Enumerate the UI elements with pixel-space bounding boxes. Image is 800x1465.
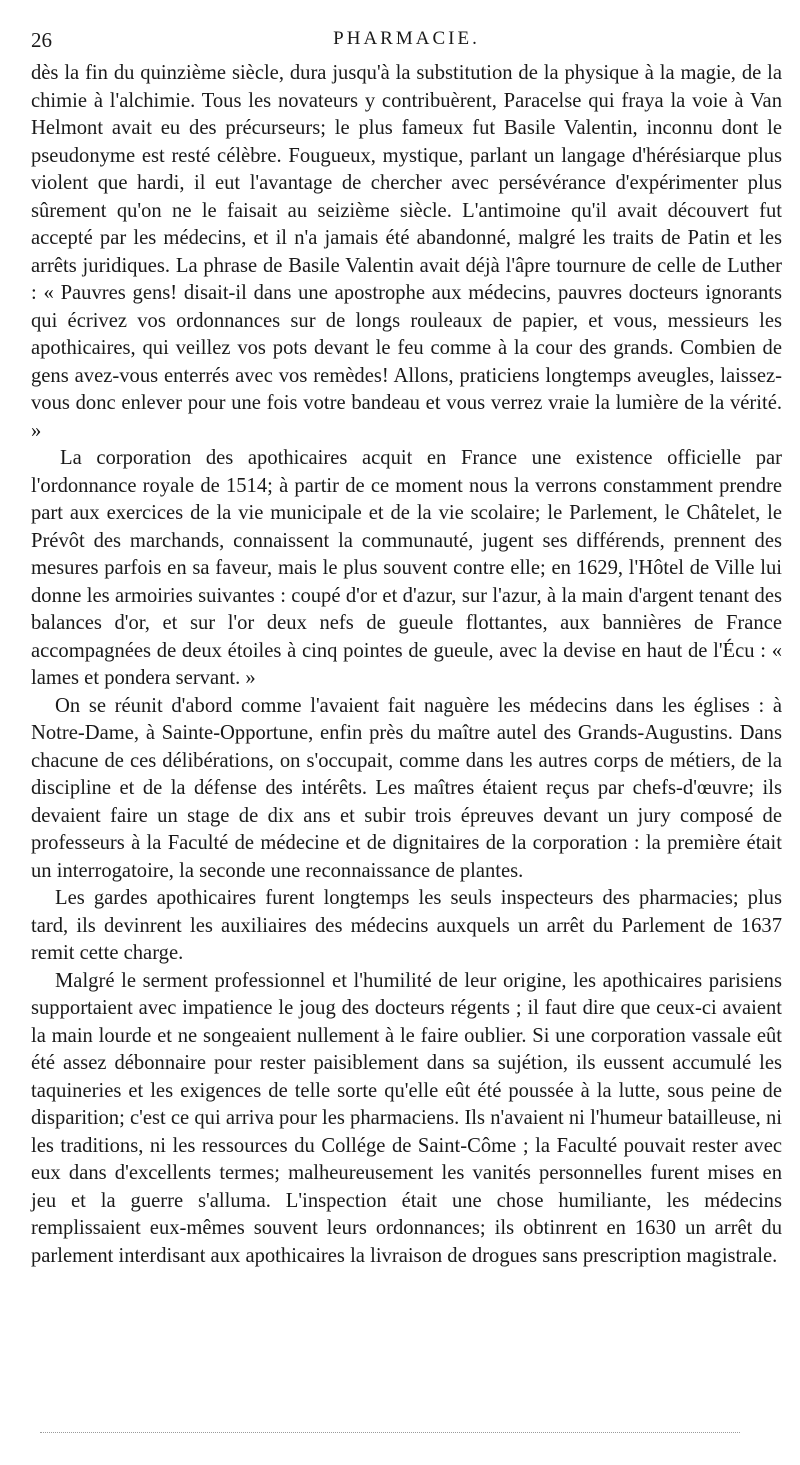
- paragraph-continuation: dès la fin du quinzième siècle, dura jusqu'à la substitution de la physique à la magie, de la chimie à l'alchimie. Tous les novateurs y contribuèrent, Paracelse qui fraya la voie à Van Helmont avait eu des précurseurs; le plus fameux fut Basile Valentin, inconnu dont le pseudonyme est resté célèbre. Fougueux, mystique, parlant un langage d'hérésiarque plus violent que hardi, il eut l'avantage de chercher avec persévérance d'expérimenter plus sûrement qu'on ne le faisait au seizième siècle. L'antimoine qu'il avait découvert fut accepté par les médecins, et il n'a jamais été abandonné, malgré les traits de Patin et les arrêts juridiques. La phrase de Basile Valentin avait déjà l'âpre tournure de celle de Luther : « Pauvres gens! disait-il dans une apostrophe aux médecins, pauvres docteurs ignorants qui écrivez vos ordonnances sur de longs rouleaux de papier, et vous, messieurs les apothicaires, qui veillez vos pots devant le feu comme à la cour des grands. Combien de gens avez-vous enterrés avec vos remèdes! Allons, praticiens longtemps aveugles, laissez-vous donc enlever pour une fois votre bandeau et vous verrez vraie la lumière de la vérité. »: [31, 62, 782, 442]
- running-head: PHARMACIE.: [333, 28, 480, 49]
- page-header: [31, 28, 782, 60]
- paragraph-corporation: La corporation des apothicaires acquit en France une existence officielle par l'ordonnance royale de 1514; à partir de ce moment nous la verrons constamment prendre part aux exercices de la vie municipale et de la vie scolaire; le Parlement, le Châtelet, le Prévôt des marchands, connaissent la communauté, jugent ses différends, prennent des mesures parfois en sa faveur, mais le plus souvent contre elle; en 1629, l'Hôtel de Ville lui donne les armoiries suivantes : coupé d'or et d'azur, sur l'azur, à la main d'argent tenant des balances d'or, et sur l'or deux nefs de gueule flottantes, aux bannières de France accompagnées de deux étoiles à cinq pointes de gueule, avec la devise en haut de l'Écu : « lames et pondera servant. »: [31, 447, 782, 689]
- paragraph-serment: Malgré le serment professionnel et l'humilité de leur origine, les apothicaires parisiens supportaient avec impatience le joug des docteurs régents ; il faut dire que ceux-ci avaient la main lourde et ne songeaient nullement à le faire oublier. Si une corporation vassale eût été assez débonnaire pour rester paisiblement dans sa sujétion, ils eussent accumulé les taquineries et les exigences de telle sorte qu'elle eût été poussée à la lutte, sous peine de disparition; c'est ce qui arriva pour les pharmaciens. Ils n'avaient ni l'humeur batailleuse, ni les traditions, ni les ressources du Collége de Saint-Côme ; la Faculté pouvait rester avec eux dans d'excellents termes; malheureusement les vanités personnelles furent mises en jeu et la guerre s'alluma. L'inspection était une chose humiliante, les médecins remplissaient eux-mêmes souvent leurs ordonnances; ils obtinrent en 1630 un arrêt du parlement interdisant aux apothicaires la livraison de drogues sans prescription magistrale.: [31, 969, 782, 1267]
- paragraph-gardes: Les gardes apothicaires furent longtemps les seuls inspecteurs des pharmacies; plus tard, ils devinrent les auxiliaires des médecins auxquels un arrêt du Parlement de 1637 remit cette charge.: [31, 887, 782, 964]
- body-text: [31, 60, 782, 1270]
- footer-rule: [40, 1432, 740, 1433]
- page: [31, 28, 782, 1270]
- page-number: 26: [31, 28, 52, 52]
- paragraph-reunions: On se réunit d'abord comme l'avaient fait naguère les médecins dans les églises : à Notre-Dame, à Sainte-Opportune, enfin près du maître autel des Grands-Augustins. Dans chacune de ces délibérations, on s'occupait, comme dans les autres corps de métiers, de la discipline et de la défense des intérêts. Les maîtres étaient reçus par chefs-d'œuvre; ils devaient faire un stage de dix ans et subir trois épreuves devant un jury composé de professeurs à la Faculté de médecine et de dignitaires de la corporation : la première était un interrogatoire, la seconde une reconnaissance de plantes.: [31, 694, 782, 882]
